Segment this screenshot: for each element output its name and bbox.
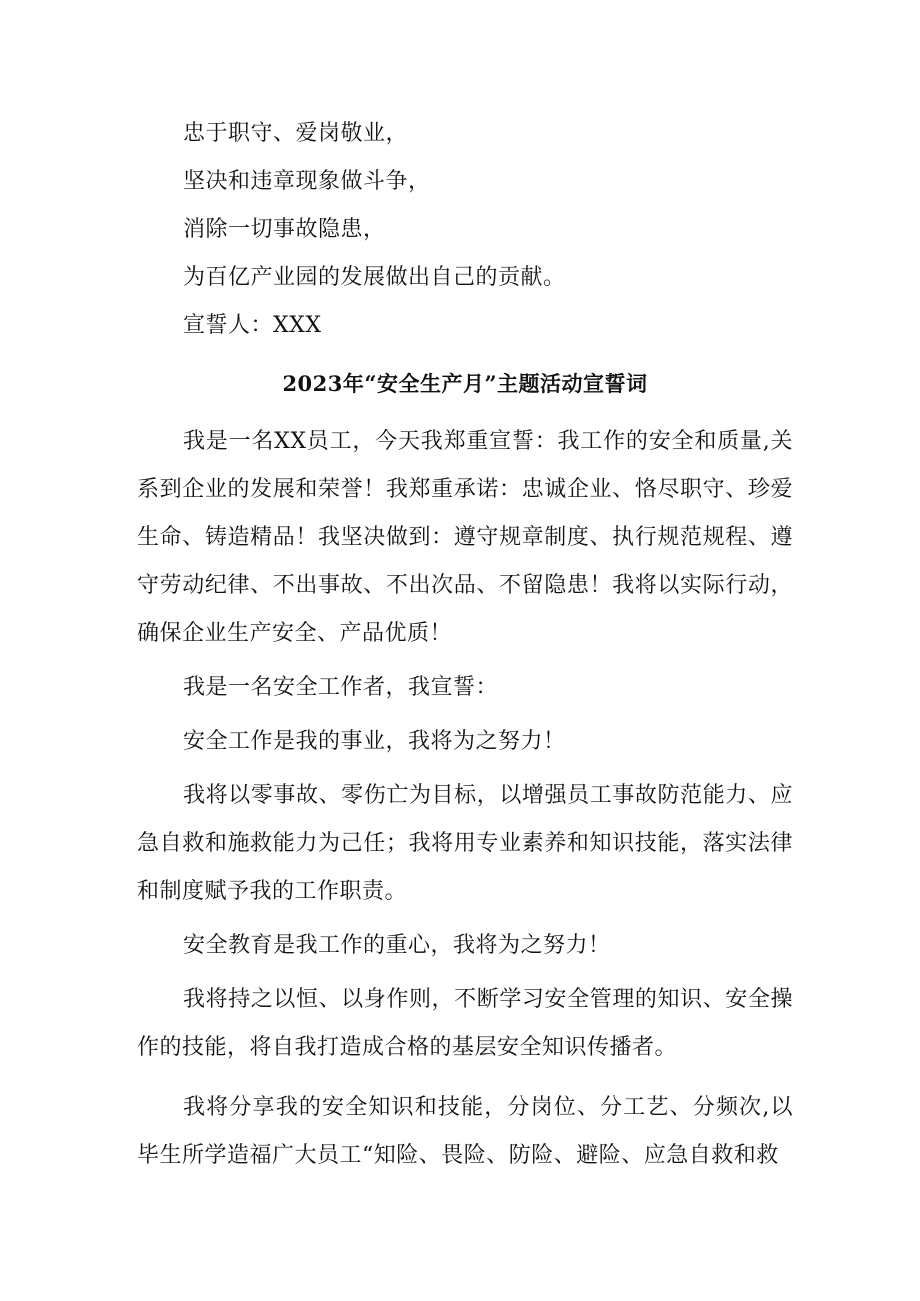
section-title: 2023年“安全生产月”主题活动宣誓词 (282, 371, 648, 396)
paragraph-career: 安全工作是我的事业，我将为之努力！ (183, 729, 566, 754)
oath-line-3: 消除一切事故隐患， (183, 217, 386, 242)
paragraph-pledge: 我是一名XX员工，今天我郑重宣誓：我工作的安全和质量,关系到企业的发展和荣誉！我郑重承诺：忠诚企业、恪尽职守、珍爱生命、铸造精品！我坚决做到：遵守规章制度、执行规范规程、遵守劳动纪律、不出事故、不出次品、不留隐患！我将以实际行动，确保企业生产安全、产品优质！ (137, 429, 793, 646)
paragraph-share-knowledge: 我将分享我的安全知识和技能，分岗位、分工艺、分频次,以毕生所学造福广大员工“知险、畏险、防险、避险、应急自救和救 (137, 1095, 793, 1168)
oath-line-4: 为百亿产业园的发展做出自己的贡献。 (183, 265, 566, 290)
oath-signature: 宣誓人：XXX (183, 313, 322, 338)
paragraph-safety-worker: 我是一名安全工作者，我宣誓： (183, 675, 499, 700)
paragraph-education: 安全教育是我工作的重心，我将为之努力！ (183, 933, 611, 958)
paragraph-persistence: 我将持之以恒、以身作则，不断学习安全管理的知识、安全操作的技能，将自我打造成合格的基层安全知识传播者。 (137, 987, 793, 1060)
document-body (137, 110, 793, 1180)
oath-line-2: 坚决和违章现象做斗争， (183, 169, 431, 194)
oath-line-1: 忠于职守、爱岗敬业， (183, 121, 409, 146)
paragraph-zero-accident: 我将以零事故、零伤亡为目标，以增强员工事故防范能力、应急自救和施救能力为己任；我将用专业素养和知识技能，落实法律和制度赋予我的工作职责。 (137, 783, 793, 904)
